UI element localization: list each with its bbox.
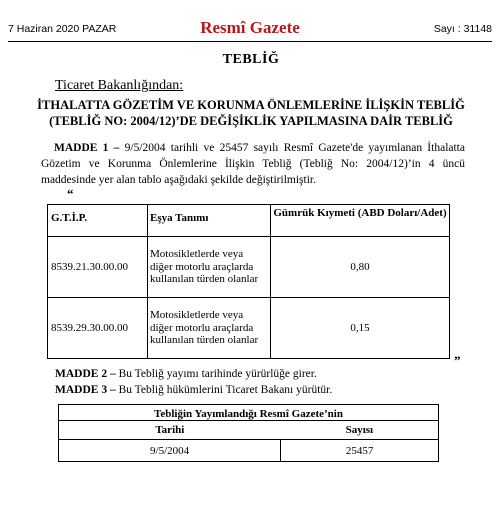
tariff-table <box>47 204 450 359</box>
section-heading: TEBLİĞ <box>222 52 280 67</box>
customs-value: 0,15 <box>271 298 450 359</box>
publication-issue: 25457 <box>281 440 439 462</box>
opening-quote: “ <box>67 186 74 201</box>
goods-description: Motosikletlerde veya diğer motorlu araçlarda kullanılan türden olanlar <box>148 298 271 359</box>
header-gtip: G.T.İ.P. <box>48 205 148 237</box>
article-3 <box>55 384 332 396</box>
publication-date: 9/5/2004 <box>59 440 281 462</box>
table-row <box>48 298 450 359</box>
publication-title-row <box>59 405 439 421</box>
title-line-2: (TEBLİĞ NO: 2004/12)’DE DEĞİŞİKLİK YAPILMASINA DAİR TEBLİĞ <box>49 114 453 128</box>
title-line-1: İTHALATTA GÖZETİM VE KORUNMA ÖNLEMLERİNE İLİŞKİN TEBLİĞ <box>37 98 465 112</box>
article-2 <box>55 368 317 380</box>
article-3-text: Bu Tebliğ hükümlerini Ticaret Bakanı yürütür. <box>115 384 333 396</box>
gazette-name: Resmî Gazete <box>200 18 300 37</box>
article-1 <box>41 140 465 188</box>
header-issue: Sayı : 31148 <box>433 23 492 35</box>
gazette-header <box>8 18 492 40</box>
header-divider <box>8 41 492 42</box>
article-2-text: Bu Tebliğ yayımı tarihinde yürürlüğe girer. <box>115 368 317 380</box>
communique-title <box>30 97 472 129</box>
header-customs-value: Gümrük Kıymeti (ABD Doları/Adet) <box>271 205 450 237</box>
ministry-name: Ticaret Bakanlığından: <box>55 78 184 93</box>
publication-issue-header: Sayısı <box>281 421 439 440</box>
gtip-code: 8539.21.30.00.00 <box>48 237 148 298</box>
article-1-text: 9/5/2004 tarihli ve 25457 sayılı Resmî Gazete'de yayımlanan İthalatta Gözetim ve Korunma Önlemlerine İlişkin Tebliğ (Tebliğ No: 2004/12)’in 4 üncü maddesinde yer alan tablo aşağıdaki şekilde değiştirilmiştir. <box>41 142 465 186</box>
table-header-row <box>48 205 450 237</box>
closing-quote: ” <box>454 353 461 368</box>
gtip-code: 8539.29.30.00.00 <box>48 298 148 359</box>
goods-description: Motosikletlerde veya diğer motorlu araçlarda kullanılan türden olanlar <box>148 237 271 298</box>
publication-title: Tebliğin Yayımlandığı Resmî Gazete’nin <box>59 405 439 421</box>
publication-table <box>58 404 439 462</box>
header-description: Eşya Tanımı <box>148 205 271 237</box>
publication-date-header: Tarihi <box>59 421 281 440</box>
table-row <box>48 237 450 298</box>
publication-value-row <box>59 440 439 462</box>
customs-value: 0,80 <box>271 237 450 298</box>
article-2-label: MADDE 2 – <box>55 368 116 380</box>
article-3-label: MADDE 3 – <box>55 384 116 396</box>
article-1-label: MADDE 1 – <box>54 142 120 154</box>
publication-header-row <box>59 421 439 440</box>
header-date: 7 Haziran 2020 PAZAR <box>8 23 117 35</box>
